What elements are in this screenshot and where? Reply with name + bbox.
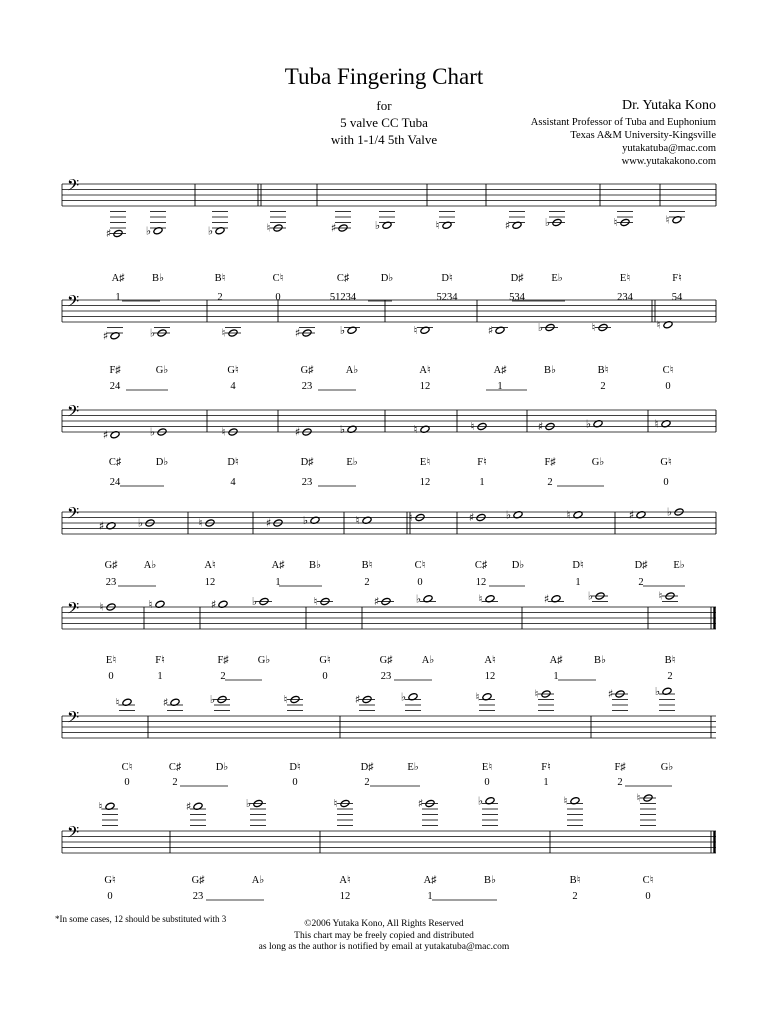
accidental-icon: ♯ [185, 799, 192, 813]
note [149, 598, 166, 611]
bass-clef-icon: 𝄢 [67, 599, 80, 622]
note [538, 321, 558, 334]
bass-clef-icon: 𝄢 [67, 504, 80, 527]
note-name-label: G♮ [104, 875, 116, 886]
bass-clef-icon: 𝄢 [67, 176, 80, 199]
accidental-icon: ♯ [162, 695, 169, 709]
accidental-icon: ♯ [105, 227, 112, 241]
fingering-label: 2 [364, 777, 370, 788]
fingering-label: 1 [275, 577, 281, 588]
note-name-label: G♯ [191, 875, 205, 886]
note [252, 595, 272, 608]
note-name-label: E♭ [346, 457, 358, 468]
note-name-label: D♯ [360, 762, 374, 773]
accidental-icon: ♮ [148, 597, 153, 611]
note [334, 797, 353, 825]
bass-clef-icon: 𝄢 [67, 402, 80, 425]
note [355, 693, 375, 710]
fingering-label: 234 [617, 292, 633, 303]
note [375, 212, 395, 232]
note-name-label: A♯ [423, 875, 437, 886]
fingering-label: 0 [107, 891, 113, 902]
accidental-icon: ♮ [534, 687, 539, 701]
note-name-label: A♮ [339, 875, 351, 886]
fingering-label: 23 [301, 477, 313, 488]
accidental-icon: ♮ [654, 417, 659, 431]
fingering-label: 1 [157, 671, 163, 682]
accidental-icon: ♭ [415, 592, 422, 606]
accidental-icon: ♯ [210, 597, 217, 611]
subtitle-line: for [376, 98, 392, 113]
accidental-icon: ♭ [149, 326, 156, 340]
note-name-label: C♯ [108, 457, 122, 468]
fingering-label: 1 [553, 671, 559, 682]
note [150, 327, 170, 340]
accidental-icon: ♮ [115, 695, 120, 709]
fingering-label: 23 [105, 577, 117, 588]
fingering-label: 1 [575, 577, 581, 588]
note-name-label: F♯ [544, 457, 556, 468]
affiliation-line: www.yutakakono.com [621, 156, 716, 167]
accidental-icon: ♭ [477, 794, 484, 808]
note-name-label: D♭ [155, 457, 169, 468]
accidental-icon: ♮ [435, 218, 440, 232]
accidental-icon: ♯ [468, 511, 475, 525]
note [414, 324, 433, 337]
accidental-icon: ♮ [413, 323, 418, 337]
accidental-icon: ♮ [475, 690, 480, 704]
note-name-label: D♭ [215, 762, 229, 773]
note [414, 423, 431, 436]
note-name-label: C♯ [168, 762, 182, 773]
note [476, 690, 495, 710]
accidental-icon: ♯ [537, 420, 544, 434]
note-name-label: E♮ [105, 655, 117, 666]
note-name-label: B♭ [484, 875, 496, 886]
fingering-label: 23 [301, 381, 313, 392]
fingering-label: 12 [339, 891, 351, 902]
note [659, 590, 678, 603]
note [608, 688, 628, 711]
note [295, 327, 315, 340]
fingering-label: 54 [671, 292, 683, 303]
note-name-label: C♮ [121, 762, 133, 773]
footnote: *In some cases, 12 should be substituted with 3 [55, 914, 227, 924]
fingering-label: 1 [479, 477, 485, 488]
accidental-icon: ♯ [504, 218, 511, 232]
fingering-label: 5234 [436, 292, 458, 303]
accidental-icon: ♮ [221, 326, 226, 340]
note [544, 592, 564, 605]
note-name-label: F♮ [541, 762, 551, 773]
note-name-label: D♭ [380, 273, 394, 284]
accidental-icon: ♯ [294, 425, 301, 439]
fingering-label: 0 [663, 477, 669, 488]
note [314, 595, 333, 608]
note-name-label: G♭ [591, 457, 605, 468]
accidental-icon: ♭ [209, 693, 216, 707]
note-name-label: D♮ [227, 457, 239, 468]
fingering-label: 12 [419, 381, 431, 392]
accidental-icon: ♭ [149, 425, 156, 439]
fingering-label: 12 [419, 477, 431, 488]
accidental-icon: ♯ [354, 693, 361, 707]
accidental-icon: ♮ [591, 321, 596, 335]
note [116, 696, 135, 711]
accidental-icon: ♮ [478, 592, 483, 606]
note [564, 794, 583, 825]
accidental-icon: ♮ [658, 589, 663, 603]
note-name-label: B♮ [569, 875, 581, 886]
bass-clef-icon: 𝄢 [67, 708, 80, 731]
note [99, 800, 118, 826]
accidental-icon: ♭ [245, 797, 252, 811]
fingering-label: 2 [638, 577, 644, 588]
accidental-icon: ♯ [98, 519, 105, 533]
fingering-label: 23 [380, 671, 392, 682]
note [340, 324, 360, 337]
accidental-icon: ♮ [333, 797, 338, 811]
fingering-label: 23 [192, 891, 204, 902]
fingering-label: 2 [364, 577, 370, 588]
note [416, 592, 436, 605]
accidental-icon: ♭ [302, 513, 309, 527]
note [103, 428, 120, 441]
note-name-label: B♮ [597, 365, 609, 376]
note-name-label: A♯ [493, 365, 507, 376]
note [637, 792, 656, 826]
staff-system [62, 590, 716, 680]
note-name-label: B♭ [152, 273, 164, 284]
accidental-icon: ♭ [251, 595, 258, 609]
accidental-icon: ♭ [339, 323, 346, 337]
fingering-label: 2 [572, 891, 578, 902]
note-name-label: A♮ [484, 655, 496, 666]
note [246, 797, 266, 825]
note [284, 693, 303, 710]
note [146, 212, 166, 238]
fingering-label: 0 [322, 671, 328, 682]
note-name-label: A♭ [251, 875, 265, 886]
accidental-icon: ♮ [266, 221, 271, 235]
note [666, 212, 685, 227]
note-name-label: G♯ [104, 560, 118, 571]
note-name-label: C♮ [642, 875, 654, 886]
accidental-icon: ♭ [207, 224, 214, 238]
note [479, 592, 498, 605]
note [267, 212, 286, 235]
fingering-label: 24 [109, 477, 121, 488]
accidental-icon: ♮ [470, 420, 475, 434]
note [655, 685, 675, 711]
note-name-label: B♮ [214, 273, 226, 284]
accidental-icon: ♮ [408, 511, 413, 525]
note-name-label: E♭ [407, 762, 419, 773]
accidental-icon: ♯ [102, 428, 109, 442]
copyright-line: as long as the author is notified by email at yutakatuba@mac.com [258, 942, 510, 952]
note-name-label: A♮ [204, 560, 216, 571]
fingering-label: 2 [617, 777, 623, 788]
note-name-label: G♮ [227, 365, 239, 376]
accidental-icon: ♯ [487, 323, 494, 337]
note [567, 508, 584, 521]
note [655, 417, 672, 430]
fingering-label: 0 [108, 671, 114, 682]
accidental-icon: ♯ [628, 508, 635, 522]
note [208, 212, 228, 238]
copyright-line: This chart may be freely copied and distributed [294, 930, 474, 941]
note-name-label: D♮ [289, 762, 301, 773]
note-name-label: B♮ [361, 560, 373, 571]
fingering-label: 534 [509, 292, 525, 303]
fingering-label: 51234 [329, 292, 357, 303]
staff-system [62, 505, 716, 587]
accidental-icon: ♮ [566, 508, 571, 522]
fingering-label: 12 [484, 671, 496, 682]
accidental-icon: ♮ [563, 794, 568, 808]
fingering-label: 2 [220, 671, 226, 682]
fingering-label: 0 [484, 777, 490, 788]
accidental-icon: ♮ [656, 318, 661, 332]
note [186, 800, 206, 826]
accidental-icon: ♯ [330, 221, 337, 235]
note-name-label: A♯ [111, 273, 125, 284]
note [488, 324, 508, 337]
page-title: Tuba Fingering Chart [284, 64, 484, 89]
accidental-icon: ♮ [355, 513, 360, 527]
accidental-icon: ♭ [666, 505, 673, 519]
note-name-label: A♭ [143, 560, 157, 571]
fingering-label: 1 [427, 891, 433, 902]
accidental-icon: ♮ [313, 595, 318, 609]
note-name-label: G♭ [660, 762, 674, 773]
note [103, 328, 123, 343]
accidental-icon: ♯ [543, 592, 550, 606]
bass-clef-icon: 𝄢 [67, 292, 80, 315]
note-name-label: G♭ [155, 365, 169, 376]
note-name-label: G♮ [660, 457, 672, 468]
note-name-label: F♮ [477, 457, 487, 468]
accidental-icon: ♮ [221, 425, 226, 439]
accidental-icon: ♯ [417, 797, 424, 811]
accidental-icon: ♭ [587, 589, 594, 603]
note [374, 595, 394, 608]
fingering-label: 0 [292, 777, 298, 788]
note-name-label: E♭ [551, 273, 563, 284]
note-name-label: D♯ [510, 273, 524, 284]
staff-system [62, 792, 716, 900]
note [401, 690, 421, 710]
fingering-label: 24 [109, 381, 121, 392]
fingering-label: 2 [172, 777, 178, 788]
affiliation-line: Assistant Professor of Tuba and Euphonium [530, 117, 716, 128]
copyright-line: ©2006 Yutaka Kono, All Rights Reserved [304, 919, 464, 929]
accidental-icon: ♭ [585, 417, 592, 431]
note [331, 212, 351, 235]
fingering-label: 0 [665, 381, 671, 392]
bass-clef-icon: 𝄢 [67, 823, 80, 846]
note [535, 688, 554, 711]
fingering-label: 12 [204, 577, 216, 588]
accidental-icon: ♮ [98, 799, 103, 813]
accidental-icon: ♮ [636, 791, 641, 805]
fingering-label: 4 [230, 477, 236, 488]
fingering-label: 0 [645, 891, 651, 902]
note-name-label: F♯ [614, 762, 626, 773]
note [222, 327, 241, 340]
accidental-icon: ♮ [665, 213, 670, 227]
staff-system [62, 403, 716, 487]
note-name-label: G♯ [300, 365, 314, 376]
note-name-label: F♮ [155, 655, 165, 666]
accidental-icon: ♭ [505, 508, 512, 522]
accidental-icon: ♭ [654, 684, 661, 698]
note-name-label: B♮ [664, 655, 676, 666]
note [588, 590, 608, 603]
accidental-icon: ♮ [613, 216, 618, 230]
note [614, 212, 633, 230]
note-name-label: C♮ [272, 273, 284, 284]
fingering-label: 1 [497, 381, 503, 392]
note [340, 423, 357, 436]
fingering-label: 4 [230, 381, 236, 392]
note [657, 318, 674, 331]
note-name-label: B♭ [544, 365, 556, 376]
accidental-icon: ♭ [339, 422, 346, 436]
fingering-label: 2 [217, 292, 223, 303]
note [163, 696, 183, 711]
affiliation-line: yutakatuba@mac.com [622, 143, 716, 154]
note-name-label: D♯ [634, 560, 648, 571]
note [303, 514, 320, 527]
note [106, 212, 126, 241]
accidental-icon: ♭ [374, 218, 381, 232]
accidental-icon: ♮ [198, 516, 203, 530]
accidental-icon: ♯ [265, 516, 272, 530]
fingering-label: 0 [275, 292, 281, 303]
fingering-label: 2 [547, 477, 553, 488]
note-name-label: B♭ [309, 560, 321, 571]
note [211, 598, 228, 611]
note-name-label: G♮ [319, 655, 331, 666]
note-name-label: C♯ [474, 560, 488, 571]
note [629, 508, 646, 521]
note [586, 417, 603, 430]
note-name-label: E♭ [673, 560, 685, 571]
note [418, 797, 438, 825]
note-name-label: C♮ [662, 365, 674, 376]
note-name-label: B♭ [594, 655, 606, 666]
note-name-label: A♯ [549, 655, 563, 666]
note-name-label: F♯ [217, 655, 229, 666]
note-name-label: A♯ [271, 560, 285, 571]
accidental-icon: ♮ [283, 693, 288, 707]
note-name-label: E♮ [481, 762, 493, 773]
fingering-label: 1 [543, 777, 549, 788]
note-name-label: D♮ [441, 273, 453, 284]
note-name-label: D♭ [511, 560, 525, 571]
accidental-icon: ♭ [400, 690, 407, 704]
note-name-label: A♭ [345, 365, 359, 376]
accidental-icon: ♯ [294, 326, 301, 340]
note-name-label: D♯ [300, 457, 314, 468]
copyright-notice [184, 919, 584, 954]
note-name-label: C♯ [336, 273, 350, 284]
note-name-label: G♭ [257, 655, 271, 666]
fingering-label: 0 [124, 777, 130, 788]
note [505, 212, 525, 232]
note-name-label: E♮ [419, 457, 431, 468]
fingering-label: 12 [475, 577, 487, 588]
accidental-icon: ♭ [537, 321, 544, 335]
note-name-label: E♮ [619, 273, 631, 284]
note-name-label: D♮ [572, 560, 584, 571]
note-name-label: A♭ [421, 655, 435, 666]
note-name-label: C♮ [414, 560, 426, 571]
note [356, 514, 373, 527]
fingering-label: 2 [667, 671, 673, 682]
note-name-label: G♯ [379, 655, 393, 666]
note [478, 794, 498, 825]
note [436, 212, 455, 232]
fingering-label: 0 [417, 577, 423, 588]
note [545, 212, 565, 230]
accidental-icon: ♭ [145, 224, 152, 238]
accidental-icon: ♯ [607, 687, 614, 701]
subtitle-line: with 1-1/4 5th Valve [330, 132, 438, 147]
subtitle-line: 5 valve CC Tuba [340, 115, 428, 130]
accidental-icon: ♯ [373, 595, 380, 609]
accidental-icon: ♭ [544, 216, 551, 230]
note [99, 519, 116, 532]
fingering-label: 1 [115, 292, 121, 303]
note [592, 321, 611, 334]
affiliation-line: Texas A&M University-Kingsville [570, 130, 716, 141]
accidental-icon: ♭ [137, 516, 144, 530]
note [210, 693, 230, 710]
note-name-label: F♮ [672, 273, 682, 284]
note-name-label: A♮ [419, 365, 431, 376]
note-name-label: F♯ [109, 365, 121, 376]
accidental-icon: ♮ [99, 600, 104, 614]
accidental-icon: ♯ [102, 329, 109, 343]
author-name: Dr. Yutaka Kono [622, 98, 716, 113]
accidental-icon: ♮ [413, 422, 418, 436]
fingering-label: 2 [600, 381, 606, 392]
note [506, 508, 523, 521]
